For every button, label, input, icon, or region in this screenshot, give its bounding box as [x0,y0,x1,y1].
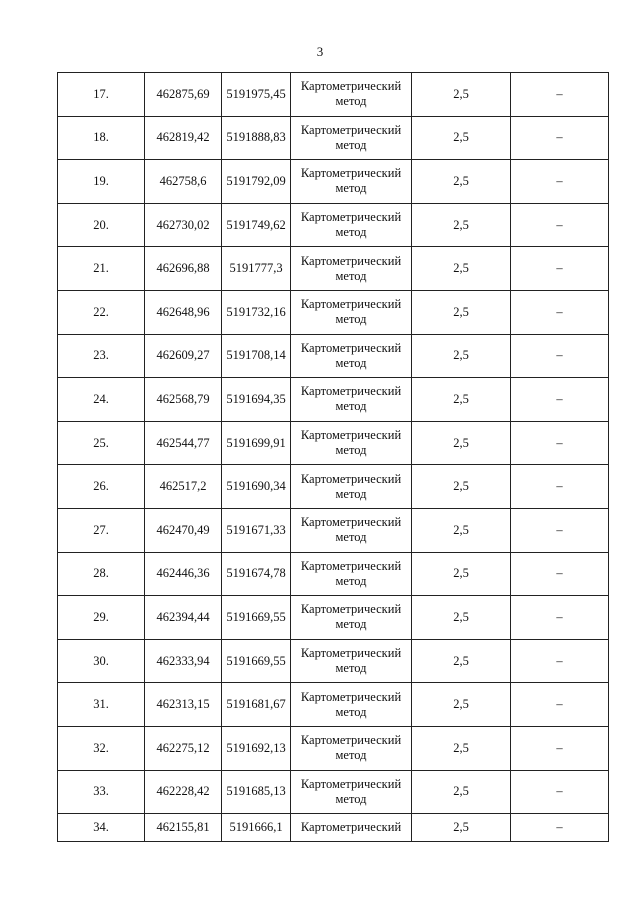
y-coordinate-cell: 5191669,55 [222,639,291,683]
note-cell: – [511,290,609,334]
method-line: Картометрический [300,210,402,225]
y-coordinate-cell: 5191975,45 [222,73,291,117]
method-line: метод [335,617,367,632]
method-line: метод [335,94,367,109]
table-row [58,596,609,640]
y-coordinate-cell: 5191888,83 [222,116,291,160]
note-cell: – [511,596,609,640]
method-line: Картометрический [300,602,402,617]
method-cell [291,421,412,465]
note-cell: – [511,378,609,422]
method-line: метод [335,225,367,240]
point-number-cell: 20. [58,203,145,247]
y-coordinate-cell: 5191685,13 [222,770,291,814]
y-coordinate-cell: 5191792,09 [222,160,291,204]
table-row [58,116,609,160]
accuracy-cell: 2,5 [412,639,511,683]
y-coordinate-cell: 5191699,91 [222,421,291,465]
method-line: метод [335,704,367,719]
y-coordinate-cell: 5191690,34 [222,465,291,509]
table-row [58,378,609,422]
point-number-cell: 18. [58,116,145,160]
method-cell [291,814,412,842]
method-line: метод [335,791,367,806]
table-row [58,726,609,770]
point-number-cell: 31. [58,683,145,727]
method-cell [291,508,412,552]
x-coordinate-cell: 462394,44 [145,596,222,640]
x-coordinate-cell: 462875,69 [145,73,222,117]
method-line: Картометрический [300,428,402,443]
method-line: Картометрический [300,79,402,94]
accuracy-cell: 2,5 [412,596,511,640]
method-cell [291,378,412,422]
point-number-cell: 33. [58,770,145,814]
method-line: Картометрический [300,297,402,312]
method-line: метод [335,748,367,763]
table-row [58,73,609,117]
y-coordinate-cell: 5191666,1 [222,814,291,842]
y-coordinate-cell: 5191777,3 [222,247,291,291]
method-line: Картометрический [300,733,402,748]
point-number-cell: 19. [58,160,145,204]
method-line: Картометрический [300,340,402,355]
table-row [58,160,609,204]
note-cell: – [511,508,609,552]
table-row [58,814,609,842]
table-row [58,508,609,552]
method-cell [291,683,412,727]
x-coordinate-cell: 462446,36 [145,552,222,596]
method-line: метод [335,661,367,676]
point-number-cell: 34. [58,814,145,842]
table-row [58,421,609,465]
note-cell: – [511,421,609,465]
method-line: Картометрический [300,471,402,486]
method-cell [291,639,412,683]
y-coordinate-cell: 5191681,67 [222,683,291,727]
y-coordinate-cell: 5191708,14 [222,334,291,378]
method-cell [291,334,412,378]
x-coordinate-cell: 462609,27 [145,334,222,378]
accuracy-cell: 2,5 [412,814,511,842]
note-cell: – [511,160,609,204]
accuracy-cell: 2,5 [412,726,511,770]
accuracy-cell: 2,5 [412,421,511,465]
note-cell: – [511,683,609,727]
method-line: Картометрический [300,646,402,661]
point-number-cell: 32. [58,726,145,770]
note-cell: – [511,116,609,160]
method-cell [291,596,412,640]
x-coordinate-cell: 462333,94 [145,639,222,683]
x-coordinate-cell: 462568,79 [145,378,222,422]
point-number-cell: 29. [58,596,145,640]
point-number-cell: 28. [58,552,145,596]
accuracy-cell: 2,5 [412,116,511,160]
x-coordinate-cell: 462517,2 [145,465,222,509]
method-line: метод [335,268,367,283]
table-row [58,290,609,334]
method-line: метод [335,573,367,588]
point-number-cell: 22. [58,290,145,334]
x-coordinate-cell: 462470,49 [145,508,222,552]
method-line: метод [335,399,367,414]
point-number-cell: 30. [58,639,145,683]
method-cell [291,116,412,160]
table-row [58,639,609,683]
point-number-cell: 21. [58,247,145,291]
point-number-cell: 27. [58,508,145,552]
accuracy-cell: 2,5 [412,160,511,204]
table-row [58,552,609,596]
method-line: метод [335,355,367,370]
table-row [58,203,609,247]
note-cell: – [511,639,609,683]
y-coordinate-cell: 5191732,16 [222,290,291,334]
method-cell [291,552,412,596]
accuracy-cell: 2,5 [412,552,511,596]
accuracy-cell: 2,5 [412,73,511,117]
accuracy-cell: 2,5 [412,770,511,814]
method-line: метод [335,181,367,196]
method-line: Картометрический [300,820,402,835]
point-number-cell: 24. [58,378,145,422]
x-coordinate-cell: 462155,81 [145,814,222,842]
table-row [58,770,609,814]
accuracy-cell: 2,5 [412,508,511,552]
method-line: метод [335,486,367,501]
accuracy-cell: 2,5 [412,378,511,422]
point-number-cell: 25. [58,421,145,465]
x-coordinate-cell: 462696,88 [145,247,222,291]
method-cell [291,290,412,334]
method-line: Картометрический [300,384,402,399]
method-cell [291,770,412,814]
note-cell: – [511,334,609,378]
method-cell [291,203,412,247]
accuracy-cell: 2,5 [412,247,511,291]
x-coordinate-cell: 462758,6 [145,160,222,204]
x-coordinate-cell: 462544,77 [145,421,222,465]
x-coordinate-cell: 462275,12 [145,726,222,770]
point-number-cell: 26. [58,465,145,509]
table-row [58,465,609,509]
point-number-cell: 23. [58,334,145,378]
note-cell: – [511,203,609,247]
y-coordinate-cell: 5191694,35 [222,378,291,422]
y-coordinate-cell: 5191692,13 [222,726,291,770]
accuracy-cell: 2,5 [412,334,511,378]
method-line: Картометрический [300,253,402,268]
method-cell [291,726,412,770]
x-coordinate-cell: 462313,15 [145,683,222,727]
y-coordinate-cell: 5191669,55 [222,596,291,640]
coordinates-table-body [58,73,609,842]
method-cell [291,247,412,291]
table-row [58,683,609,727]
note-cell: – [511,465,609,509]
method-line: метод [335,312,367,327]
method-cell [291,465,412,509]
note-cell: – [511,770,609,814]
method-line: метод [335,137,367,152]
note-cell: – [511,552,609,596]
table-row [58,247,609,291]
note-cell: – [511,73,609,117]
accuracy-cell: 2,5 [412,465,511,509]
method-line: Картометрический [300,515,402,530]
method-line: метод [335,530,367,545]
y-coordinate-cell: 5191671,33 [222,508,291,552]
note-cell: – [511,814,609,842]
y-coordinate-cell: 5191674,78 [222,552,291,596]
point-number-cell: 17. [58,73,145,117]
x-coordinate-cell: 462819,42 [145,116,222,160]
accuracy-cell: 2,5 [412,683,511,727]
y-coordinate-cell: 5191749,62 [222,203,291,247]
table-row [58,334,609,378]
page-number: 3 [316,44,324,59]
method-line: метод [335,443,367,458]
method-line: Картометрический [300,122,402,137]
method-cell [291,73,412,117]
x-coordinate-cell: 462228,42 [145,770,222,814]
method-cell [291,160,412,204]
coordinates-table [57,72,609,842]
method-line: Картометрический [300,558,402,573]
accuracy-cell: 2,5 [412,203,511,247]
method-line: Картометрический [300,166,402,181]
method-line: Картометрический [300,689,402,704]
x-coordinate-cell: 462648,96 [145,290,222,334]
method-line: Картометрический [300,776,402,791]
note-cell: – [511,247,609,291]
x-coordinate-cell: 462730,02 [145,203,222,247]
accuracy-cell: 2,5 [412,290,511,334]
note-cell: – [511,726,609,770]
